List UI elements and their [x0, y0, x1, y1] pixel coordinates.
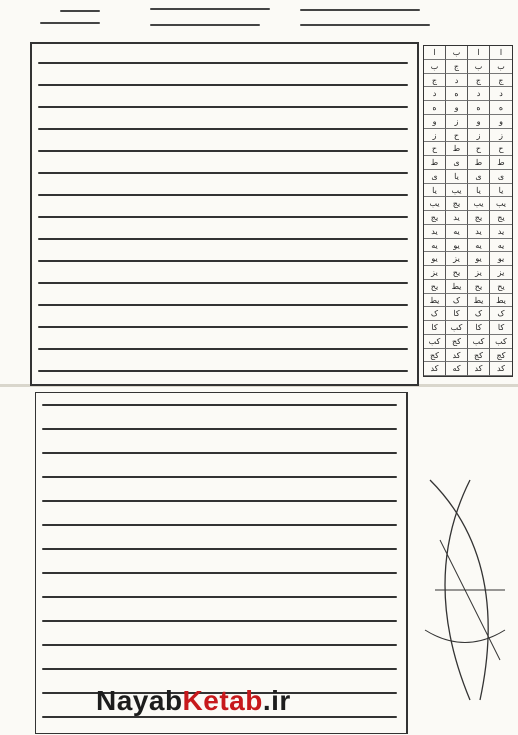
- table-cell: یه: [446, 225, 468, 239]
- table-cell: ج: [490, 74, 512, 88]
- table-cell: یط: [468, 294, 490, 308]
- table-cell: ز: [490, 129, 512, 143]
- table-cell: یو: [468, 252, 490, 266]
- table-cell: ز: [446, 115, 468, 129]
- table-cell: یز: [424, 266, 446, 280]
- table-cell: ط: [424, 156, 446, 170]
- table-cell: یط: [446, 280, 468, 294]
- table-cell: یب: [424, 197, 446, 211]
- text-frame-bottom: [35, 392, 408, 734]
- table-cell: و: [468, 115, 490, 129]
- table-cell: ه: [490, 101, 512, 115]
- table-cell: یز: [446, 252, 468, 266]
- table-cell: ک: [490, 307, 512, 321]
- table-cell: و: [490, 115, 512, 129]
- table-cell: د: [446, 74, 468, 88]
- table-cell: د: [424, 87, 446, 101]
- table-cell: ب: [424, 60, 446, 74]
- table-cell: کد: [424, 362, 446, 376]
- table-cell: یه: [424, 239, 446, 253]
- table-cell: د: [490, 87, 512, 101]
- text-frame-top: [30, 42, 419, 386]
- table-cell: ط: [490, 156, 512, 170]
- table-cell: یب: [490, 197, 512, 211]
- table-cell: یا: [446, 170, 468, 184]
- table-cell: کا: [446, 307, 468, 321]
- table-cell: کا: [490, 321, 512, 335]
- table-cell: ی: [424, 170, 446, 184]
- table-cell: کا: [424, 321, 446, 335]
- table-cell: کب: [490, 335, 512, 349]
- table-cell: ح: [490, 142, 512, 156]
- table-cell: ج: [446, 60, 468, 74]
- table-cell: و: [424, 115, 446, 129]
- watermark-part-2: Ketab: [182, 685, 263, 716]
- table-cell: کج: [468, 349, 490, 363]
- table-cell: یز: [468, 266, 490, 280]
- table-cell: ج: [424, 74, 446, 88]
- table-cell: کج: [490, 349, 512, 363]
- table-cell: ید: [446, 211, 468, 225]
- watermark-part-1: Nayab: [96, 685, 183, 716]
- table-cell: د: [468, 87, 490, 101]
- table-cell: یح: [424, 280, 446, 294]
- table-cell: ه: [424, 101, 446, 115]
- table-cell: کب: [468, 335, 490, 349]
- table-cell: ب: [468, 60, 490, 74]
- table-cell: ید: [424, 225, 446, 239]
- table-cell: یو: [446, 239, 468, 253]
- table-cell: کب: [424, 335, 446, 349]
- table-cell: ح: [468, 142, 490, 156]
- table-cell: ا: [468, 46, 490, 60]
- table-cell: یح: [468, 280, 490, 294]
- table-cell: یب: [468, 197, 490, 211]
- table-cell: ا: [424, 46, 446, 60]
- watermark-part-3: .ir: [262, 685, 291, 716]
- table-cell: ح: [424, 142, 446, 156]
- table-cell: ب: [490, 60, 512, 74]
- table-cell: یز: [490, 266, 512, 280]
- table-cell: یج: [468, 211, 490, 225]
- table-cell: یط: [490, 294, 512, 308]
- table-cell: یح: [490, 280, 512, 294]
- table-cell: ک: [468, 307, 490, 321]
- table-cell: ح: [446, 129, 468, 143]
- table-cell: یا: [424, 184, 446, 198]
- table-cell: کج: [446, 335, 468, 349]
- abjad-table: [423, 45, 513, 377]
- table-cell: یج: [424, 211, 446, 225]
- table-cell: یا: [468, 184, 490, 198]
- table-cell: ی: [446, 156, 468, 170]
- table-cell: ی: [468, 170, 490, 184]
- table-cell: یا: [490, 184, 512, 198]
- table-cell: کج: [424, 349, 446, 363]
- table-cell: که: [446, 362, 468, 376]
- table-cell: ز: [468, 129, 490, 143]
- table-cell: ک: [446, 294, 468, 308]
- table-cell: ک: [424, 307, 446, 321]
- table-cell: یح: [446, 266, 468, 280]
- table-cell: یج: [490, 211, 512, 225]
- table-cell: یط: [424, 294, 446, 308]
- table-cell: ه: [446, 87, 468, 101]
- table-cell: یه: [490, 239, 512, 253]
- table-cell: یو: [424, 252, 446, 266]
- table-cell: کب: [446, 321, 468, 335]
- table-cell: ید: [468, 225, 490, 239]
- table-cell: یه: [468, 239, 490, 253]
- table-cell: کد: [446, 349, 468, 363]
- table-cell: ط: [468, 156, 490, 170]
- table-cell: ز: [424, 129, 446, 143]
- table-cell: کا: [468, 321, 490, 335]
- table-cell: یج: [446, 197, 468, 211]
- table-cell: ه: [468, 101, 490, 115]
- watermark-logo: [96, 685, 291, 717]
- table-cell: ب: [446, 46, 468, 60]
- table-cell: ید: [490, 225, 512, 239]
- table-cell: ط: [446, 142, 468, 156]
- table-cell: ج: [468, 74, 490, 88]
- table-cell: یو: [490, 252, 512, 266]
- table-cell: ا: [490, 46, 512, 60]
- table-cell: کد: [468, 362, 490, 376]
- table-cell: کد: [490, 362, 512, 376]
- table-cell: ی: [490, 170, 512, 184]
- table-cell: یب: [446, 184, 468, 198]
- table-cell: و: [446, 101, 468, 115]
